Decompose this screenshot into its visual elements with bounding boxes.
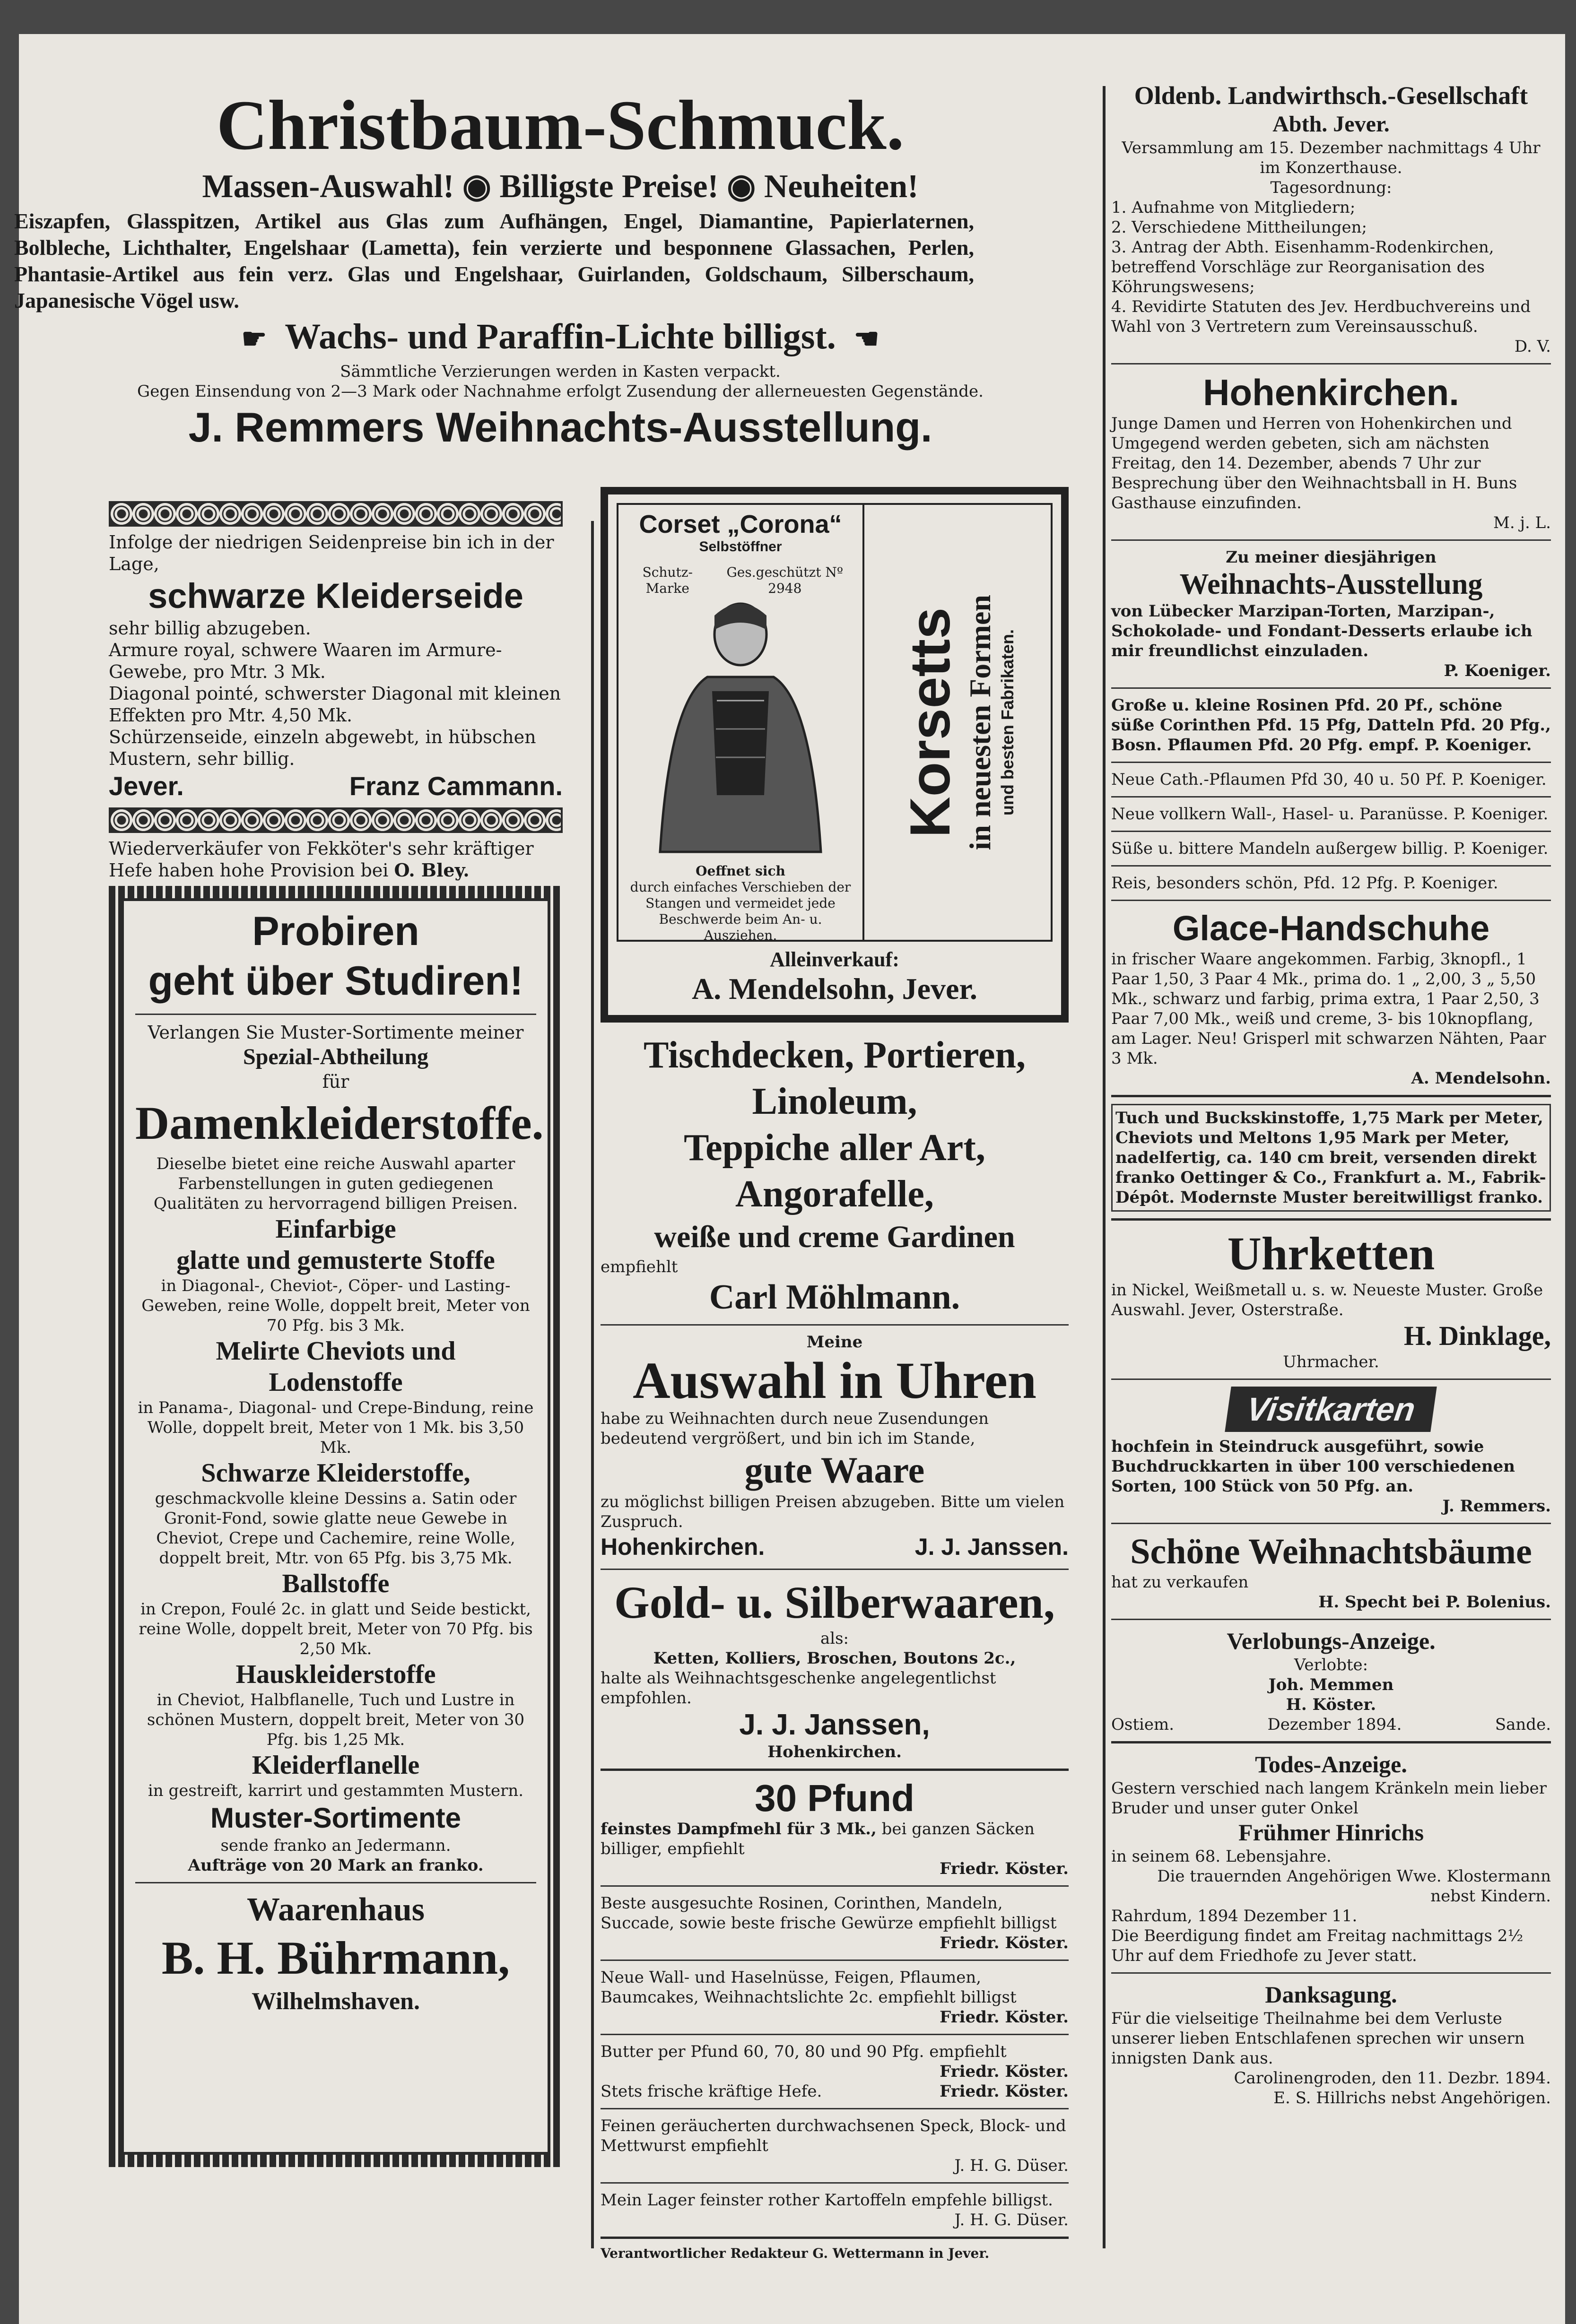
text: Verlobte: (1294, 1656, 1368, 1674)
divider (601, 1769, 1069, 1771)
visitkarten-label: Visitkarten (1225, 1387, 1437, 1432)
divider (1111, 1095, 1551, 1097)
text: in Cheviot, Halbflanelle, Tuch und Lustre in schönen Mustern, doppelt breit, Meter von 30 Pfg. bis 1,25 Mk. (147, 1691, 525, 1749)
heading: Schwarze Kleiderstoffe, (201, 1458, 470, 1488)
text: Verlangen Sie Muster-Sortimente meiner (148, 1022, 524, 1043)
ad-items: Eiszapfen, Glasspitzen, Artikel aus Glas zum Aufhängen, Engel, Diamantine, Papierlaternen, Bolbleche, Lichthalter, Engelshaar (Lametta), fein verzierte und besponnene Glassachen, Perlen, Phantasie-Artikel aus fein verz. Glas und Engelshaar, Guirlanden, Goldschaum, Silberschaum, Japanesische Vögel usw. (14, 209, 974, 312)
heading: Teppiche aller Art, (684, 1127, 985, 1169)
date: Dezember 1894. (1267, 1715, 1402, 1734)
corset-illustration (618, 505, 864, 943)
text: als: (820, 1629, 849, 1648)
text: Die Beerdigung findet am Freitag nachmittags 2½ Uhr auf dem Friedhofe zu Jever statt. (1111, 1926, 1524, 1965)
firm-name: A. Mendelsohn. (1411, 1069, 1551, 1088)
text: Beste ausgesuchte Rosinen, Corinthen, Mandeln, Succade, sowie beste frische Gewürze empfiehlt billigst (601, 1894, 1057, 1933)
divider (1111, 762, 1551, 763)
text: empfiehlt (601, 1257, 678, 1276)
divider (1111, 687, 1551, 689)
town: Jever. (109, 771, 184, 801)
column-3 (1111, 80, 1551, 2108)
text: Dieselbe bietet eine reiche Auswahl aparter Farbenstellungen in guten gediegenen Qualitäten zu hervorragend billigen Preisen. (153, 1154, 518, 1213)
firm-name: Franz Cammann. (349, 771, 563, 801)
text: Butter per Pfund 60, 70, 80 und 90 Pfg. empfiehlt (601, 2042, 1007, 2061)
agenda-item: 1. Aufnahme von Mitgliedern; (1111, 198, 1356, 217)
text: Rahrdum, 1894 Dezember 11. (1111, 1907, 1358, 1925)
name: Joh. Memmen (1268, 1675, 1394, 1694)
heading: Oldenb. Landwirthsch.-Gesellschaft (1134, 81, 1528, 110)
divider (1111, 1741, 1551, 1743)
town: Hohenkirchen. (767, 1743, 902, 1761)
korsetts-sub: in neuesten Formen (963, 594, 997, 850)
buehrmann-ad (109, 886, 563, 2167)
heading: Glace-Handschuhe (1172, 909, 1490, 948)
firm-name: A. Mendelsohn, Jever. (692, 972, 977, 1006)
silk-cheap: sehr billig abzugeben. (109, 618, 311, 639)
heading: Uhrketten (1227, 1227, 1435, 1280)
koeniger-line: Reis, besonders schön, Pfd. 12 Pfg. P. Koeniger. (1111, 874, 1498, 893)
silk-line: Schürzenseide, einzeln abgewebt, in hübschen Mustern, sehr billig. (109, 727, 536, 769)
silk-intro: Infolge der niedrigen Seidenpreise bin ich in der Lage, (109, 532, 554, 574)
divider (135, 1882, 536, 1883)
candles-text: Wachs- und Paraffin-Lichte billigst. (285, 317, 836, 356)
heading: Angorafelle, (735, 1173, 934, 1215)
firm-name: J. H. G. Düser. (954, 2156, 1069, 2175)
divider (601, 1885, 1069, 1887)
divider (1111, 900, 1551, 901)
visitkarten-banner (1111, 1387, 1551, 1432)
allein: Alleinverkauf: (770, 948, 899, 971)
column-rule (591, 521, 594, 2248)
text: Mein Lager feinster rother Kartoffeln empfehle billigst. (601, 2191, 1053, 2210)
text: Zu meiner diesjährigen (1226, 548, 1437, 567)
text: in Panama-, Diagonal- und Crepe-Bindung, reine Wolle, doppelt breit, Meter von 1 Mk. bis 3,50 Mk. (138, 1398, 534, 1457)
koeniger-line: Neue Cath.-Pflaumen Pfd 30, 40 u. 50 Pf. P. Koeniger. (1111, 770, 1547, 789)
candles-line (33, 314, 1088, 362)
heading: Ballstoffe (282, 1569, 390, 1598)
firm-name: Waarenhaus (246, 1891, 425, 1928)
hefe-line: Wiederverkäufer von Fekköter's sehr kräftiger Hefe haben hohe Provision bei (109, 838, 534, 881)
pointing-hand-icon: ☚ (853, 323, 879, 355)
pointing-hand-icon: ☛ (241, 323, 267, 355)
heading: Melirte Cheviots und (216, 1336, 456, 1366)
text: in frischer Waare angekommen. Farbig, 3knopfl., 1 Paar 1,50, 3 Paar 4 Mk., prima do. 1 „ 2,00, 3 „ 5,50 Mk., schwarz und farbig, prima extra, 1 Paar 2,50, 3 Paar 7,00 Mk., weiß und creme, 3- bis 10knopflang, am Lager. Neu! Grisperl mit schwarzen Nähten, Paar 3 Mk. (1111, 950, 1546, 1068)
firm-name: Friedr. Köster. (940, 1934, 1069, 1952)
firm-name: Friedr. Köster. (940, 2008, 1069, 2027)
silk-heading: schwarze Kleiderseide (148, 576, 523, 616)
text: Für die vielseitige Theilnahme bei dem Verluste unserer lieben Entschlafenen sprechen wir unsern innigsten Dank aus. (1111, 2009, 1525, 2068)
text: in Crepon, Foulé 2c. in glatt und Seide bestickt, reine Wolle, doppelt breit, Meter von 70 Pfg. bis 2,50 Mk. (139, 1600, 533, 1658)
ad-title: Christbaum-Schmuck. (216, 86, 905, 165)
divider (601, 1960, 1069, 1961)
text: Ketten, Kolliers, Broschen, Boutons 2c., (653, 1649, 1016, 1668)
text: in Nickel, Weißmetall u. s. w. Neueste Muster. Große Auswahl. Jever, Osterstraße. (1111, 1281, 1543, 1319)
text: sende franko an Jedermann. (220, 1836, 451, 1855)
firm-name: H. Dinklage, (1404, 1320, 1551, 1351)
heading: Lodenstoffe (269, 1368, 403, 1397)
firm-name: P. Koeniger. (1444, 661, 1551, 680)
text: Meine (806, 1333, 863, 1352)
ad-title: geht über Studiren! (148, 958, 523, 1004)
text: Feinen geräucherten durchwachsenen Speck, Block- und Mettwurst empfiehlt (601, 2116, 1066, 2155)
korsetts-heading: Korsetts (898, 607, 962, 838)
column-rule (1103, 86, 1106, 2248)
silk-firm-row (109, 770, 563, 803)
editor-footer: Verantwortlicher Redakteur G. Wettermann in Jever. (601, 2246, 990, 2261)
signature: E. S. Hillrichs nebst Angehörigen. (1273, 2089, 1551, 2107)
column-1 (109, 496, 563, 2167)
text: hat zu verkaufen (1111, 1573, 1249, 1592)
signature: M. j. L. (1493, 513, 1551, 532)
patent: Ges.geschützt Nº 2948 (726, 564, 844, 596)
text: in gestreift, karrirt und gestammten Mustern. (148, 1781, 524, 1800)
subtitle-part: Massen-Auswahl! (202, 168, 454, 205)
firm-name: J. J. Janssen. (914, 1534, 1069, 1560)
firm-name: J. Remmers Weihnachts-Ausstellung. (188, 404, 932, 451)
firm-name: J. J. Janssen, (739, 1708, 930, 1741)
korsetts-sub2: und besten Fabrikaten. (998, 629, 1017, 816)
divider (601, 2034, 1069, 2035)
divider (601, 2237, 1069, 2239)
divider (1111, 1972, 1551, 1974)
divider (1111, 865, 1551, 867)
heading: Abth. Jever. (1272, 112, 1390, 137)
divider (601, 2182, 1069, 2184)
text: Spezial-Abtheilung (243, 1044, 429, 1069)
heading: Schöne Weihnachtsbäume (1130, 1532, 1532, 1571)
corset-open: Oeffnet sich (696, 863, 785, 879)
verlobung-row (1111, 1715, 1551, 1734)
text: halte als Weihnachtsgeschenke angelegentlichst empfohlen. (601, 1669, 996, 1708)
firm-name: B. H. Bührmann, (161, 1932, 510, 1984)
text-row (601, 2081, 1069, 2101)
text (601, 1819, 1069, 1859)
place: Ostiem. (1111, 1715, 1175, 1734)
text: hochfein in Steindruck ausgeführt, sowie Buchdruckkarten in über 100 verschiedenen Sorten, 100 Stück von 50 Pfg. an. (1111, 1437, 1515, 1496)
firm-name: Friedr. Köster. (940, 2062, 1069, 2081)
text: Gestern verschied nach langem Kränkeln mein lieber Bruder und unser guter Onkel (1111, 1779, 1547, 1818)
divider (601, 1569, 1069, 1570)
text: in seinem 68. Lebensjahre. (1111, 1847, 1332, 1866)
firm-name: H. Specht bei P. Bolenius. (1318, 1593, 1551, 1612)
agenda-item: 3. Antrag der Abth. Eisenhamm-Rodenkirchen, betreffend Vorschläge zur Reorganisation des Köhrungswesens; (1111, 238, 1494, 296)
bead-border (109, 501, 563, 527)
koeniger-line: Große u. kleine Rosinen Pfd. 20 Pf., schöne süße Corinthen Pfd. 15 Pfg, Datteln Pfd. 20 Pfg., Bosn. Pflaumen Pfd. 20 Pfg. empf. P. Koeniger. (1111, 696, 1551, 754)
text: Tagesordnung: (1270, 178, 1392, 197)
heading: Todes-Anzeige. (1255, 1751, 1407, 1778)
subtitle-part: Neuheiten! (764, 168, 919, 205)
divider (1111, 831, 1551, 832)
heading: Weihnachts-Ausstellung (1179, 568, 1483, 600)
text: für (322, 1071, 349, 1092)
heading: Linoleum, (752, 1081, 917, 1122)
heading: Hauskleiderstoffe (235, 1660, 436, 1689)
divider (1111, 1523, 1551, 1524)
heading: glatte und gemusterte Stoffe (176, 1246, 495, 1275)
subtitle-part: Billigste Preise! (499, 168, 719, 205)
christbaum-ad (14, 85, 1088, 453)
firm-name: Carl Möhlmann. (709, 1278, 960, 1317)
text-part: bei ganzen Säcken billiger, empfiehlt (601, 1820, 1035, 1858)
firm-town: Wilhelmshaven. (252, 1988, 420, 2015)
firm-name: Friedr. Köster. (940, 2082, 1069, 2101)
hefe-text (109, 838, 563, 881)
ad-title: Probiren (252, 909, 419, 954)
corset-title: Corset „Corona“ (639, 510, 842, 538)
divider (1111, 363, 1551, 364)
agenda-item: 2. Verschiedene Mittheilungen; (1111, 218, 1367, 237)
corset-ad (601, 487, 1069, 1023)
heading: Gold- u. Silberwaaren, (614, 1577, 1055, 1628)
text: geschmackvolle kleine Dessins a. Satin oder Gronit-Fond, sowie glatte neue Gewebe in Cheviot, Crepe und Cachemire, reine Wolle, doppelt breit, Mtr. von 65 Pfg. bis 3,75 Mk. (155, 1489, 517, 1568)
divider (1111, 1379, 1551, 1380)
heading: Auswahl in Uhren (633, 1352, 1036, 1409)
column-2 (601, 487, 1069, 2262)
heading: gute Waare (744, 1449, 925, 1491)
firm-name: J. Remmers. (1442, 1497, 1551, 1516)
heading: weiße und creme Gardinen (654, 1220, 1015, 1254)
tuch-ad: Tuch und Buckskinstoffe, 1,75 Mark per Meter, Cheviots und Meltons 1,95 Mark per Meter, nadelfertig, ca. 140 cm breit, versenden direkt franko Oettinger & Co., Frankfurt a. M., Fabrik-Dépôt. Modernste Muster bereitwilligst franko. (1111, 1104, 1551, 1212)
heading: Kleiderflanelle (252, 1751, 420, 1780)
corset-marks (623, 564, 858, 597)
heading: 30 Pfund (755, 1777, 914, 1819)
divider (1111, 1619, 1551, 1620)
text: Uhrmacher. (1283, 1353, 1379, 1371)
woman-in-corset-image (632, 597, 849, 861)
text: habe zu Weihnachten durch neue Zusendungen bedeutend vergrößert, und bin ich im Stande, (601, 1409, 989, 1448)
heading: Verlobungs-Anzeige. (1227, 1628, 1436, 1654)
firm-name: O. Bley. (394, 859, 470, 881)
divider (1111, 796, 1551, 798)
text: zu möglichst billigen Preisen abzugeben. Bitte um vielen Zuspruch. (601, 1492, 1065, 1531)
text: Junge Damen und Herren von Hohenkirchen und Umgegend werden gebeten, sich am nächsten Freitag, den 14. Dezember, abends 7 Uhr zur Besprechung über den Weihnachtsball in H. Buns Gasthause einzufinden. (1111, 414, 1517, 512)
firm-name: Friedr. Köster. (940, 1859, 1069, 1878)
text: Stets frische kräftige Hefe. (601, 2082, 822, 2101)
firm-name: J. H. G. Düser. (954, 2211, 1069, 2229)
text: Die trauernden Angehörigen Wwe. Klostermann nebst Kindern. (1157, 1867, 1551, 1906)
name: Frühmer Hinrichs (1238, 1819, 1424, 1846)
place: Sande. (1495, 1715, 1551, 1734)
divider (135, 1014, 536, 1015)
text: von Lübecker Marzipan-Torten, Marzipan-, Schokolade- und Fondant-Desserts erlaube ich mir freundlichst einzuladen. (1111, 602, 1532, 660)
korsetts-vertical (864, 505, 1051, 940)
heading: Einfarbige (275, 1214, 396, 1244)
heading: Danksagung. (1265, 1981, 1397, 2008)
silk-line: Armure royal, schwere Waaren im Armure-Gewebe, pro Mtr. 3 Mk. (109, 640, 502, 682)
divider (1111, 539, 1551, 541)
text: Versammlung am 15. Dezember nachmittags 4 Uhr im Konzerthause. (1122, 139, 1541, 177)
note: Gegen Einsendung von 2—3 Mark oder Nachnahme erfolgt Zusendung der allerneuesten Gegenstände. (137, 382, 984, 401)
silk-line: Diagonal pointé, schwerster Diagonal mit kleinen Effekten pro Mtr. 4,50 Mk. (109, 683, 561, 726)
note: Sämmtliche Verzierungen werden in Kasten verpackt. (340, 362, 781, 381)
text: Neue Wall- und Haselnüsse, Feigen, Pflaumen, Baumcakes, Weihnachtslichte 2c. empfiehlt billigst (601, 1968, 1017, 2007)
bead-border (109, 807, 563, 833)
corset-box (617, 503, 1053, 942)
text: Aufträge von 20 Mark an franko. (188, 1856, 484, 1875)
text: Carolinengroden, den 11. Dezbr. 1894. (1234, 2069, 1551, 2088)
text: in Diagonal-, Cheviot-, Cöper- und Lasting-Geweben, reine Wolle, doppelt breit, Meter von 70 Pfg. bis 3 Mk. (141, 1276, 530, 1335)
ad-subtitle: Massen-Auswahl! ◉ Billigste Preise! ◉ Neuheiten! (202, 168, 919, 205)
heading: Damenkleiderstoffe. (135, 1097, 544, 1149)
koeniger-line: Süße u. bittere Mandeln außergew billig. P. Koeniger. (1111, 839, 1549, 858)
bold-part: feinstes Dampfmehl für 3 Mk., (601, 1820, 877, 1838)
corset-note: durch einfaches Verschieben der Stangen und vermeidet jede Beschwerde beim An- u. Ausziehen. (630, 879, 851, 943)
signature: D. V. (1514, 337, 1551, 356)
agenda-item: 4. Revidirte Statuten des Jev. Herdbuchvereins und Wahl von 3 Vertretern zum Vereinsausschuß. (1111, 297, 1531, 336)
koeniger-line: Neue vollkern Wall-, Hasel- u. Paranüsse. P. Koeniger. (1111, 805, 1549, 824)
heading: Muster-Sortimente (210, 1802, 461, 1834)
heading: Hohenkirchen. (1203, 372, 1459, 413)
firm-row (601, 1532, 1069, 1562)
trademark: Schutz-Marke (642, 564, 693, 596)
name: H. Köster. (1286, 1695, 1376, 1714)
divider (601, 2108, 1069, 2109)
town: Hohenkirchen. (601, 1534, 765, 1560)
corset-sub: Selbstöffner (699, 539, 782, 555)
divider (601, 1324, 1069, 1326)
divider (1111, 1218, 1551, 1221)
heading: Tischdecken, Portieren, (643, 1034, 1026, 1076)
